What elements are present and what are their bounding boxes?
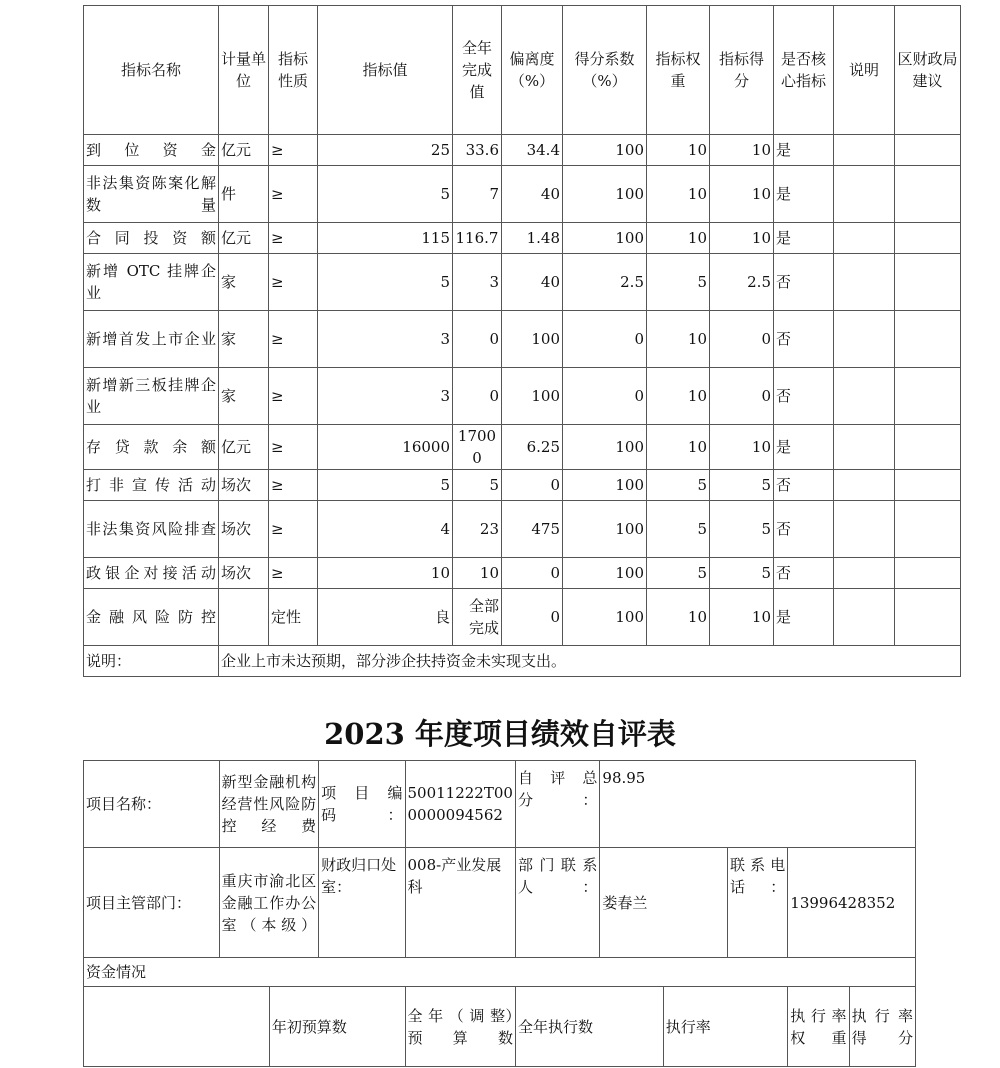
cell-note — [834, 311, 895, 368]
finance-office-label: 财政归口处室： — [319, 848, 405, 958]
cell-name: 合同投资额 — [84, 223, 219, 254]
header-note: 说明 — [834, 6, 895, 135]
cell-advice — [895, 135, 961, 166]
project-code-value: 50011222T000000094562 — [405, 761, 516, 848]
cell-deviation: 0 — [502, 558, 563, 589]
evaluation-table — [83, 760, 916, 1067]
cell-deviation: 40 — [502, 166, 563, 223]
cell-target: 4 — [318, 501, 453, 558]
project-name-row — [84, 761, 916, 848]
cell-advice — [895, 558, 961, 589]
cell-actual: 23 — [453, 501, 502, 558]
funds-header-rate-score: 执 行 率 得分 — [849, 987, 915, 1067]
cell-core: 否 — [774, 311, 834, 368]
cell-coef: 0 — [563, 311, 647, 368]
cell-target: 115 — [318, 223, 453, 254]
cell-core: 否 — [774, 470, 834, 501]
cell-score: 10 — [710, 135, 774, 166]
cell-unit: 家 — [219, 254, 269, 311]
cell-core: 否 — [774, 501, 834, 558]
cell-note — [834, 470, 895, 501]
cell-score: 5 — [710, 501, 774, 558]
cell-score: 10 — [710, 166, 774, 223]
cell-deviation: 0 — [502, 589, 563, 646]
cell-coef: 100 — [563, 425, 647, 470]
cell-weight: 5 — [647, 501, 710, 558]
cell-score: 5 — [710, 470, 774, 501]
cell-nature: ≥ — [269, 368, 318, 425]
header-actual: 全年完成值 — [453, 6, 502, 135]
cell-unit: 家 — [219, 368, 269, 425]
cell-nature: ≥ — [269, 254, 318, 311]
header-weight: 指标权重 — [647, 6, 710, 135]
cell-core: 否 — [774, 558, 834, 589]
cell-unit: 亿元 — [219, 223, 269, 254]
cell-weight: 10 — [647, 166, 710, 223]
cell-advice — [895, 368, 961, 425]
cell-note — [834, 501, 895, 558]
cell-note — [834, 223, 895, 254]
self-score-value: 98.95 — [600, 761, 916, 848]
cell-unit: 场次 — [219, 558, 269, 589]
cell-name: 新增首发上市企业 — [84, 311, 219, 368]
cell-nature: ≥ — [269, 470, 318, 501]
cell-coef: 2.5 — [563, 254, 647, 311]
header-deviation: 偏离度（%） — [502, 6, 563, 135]
cell-advice — [895, 254, 961, 311]
cell-target: 25 — [318, 135, 453, 166]
finance-office-value: 008-产业发展科 — [405, 848, 516, 958]
cell-core: 是 — [774, 135, 834, 166]
funds-header-initial: 年初预算数 — [269, 987, 405, 1067]
header-core: 是否核心指标 — [774, 6, 834, 135]
cell-name: 存贷款余额 — [84, 425, 219, 470]
cell-note — [834, 368, 895, 425]
cell-coef: 100 — [563, 223, 647, 254]
cell-name: 新增新三板挂牌企业 — [84, 368, 219, 425]
cell-nature: ≥ — [269, 223, 318, 254]
cell-target: 良 — [318, 589, 453, 646]
cell-nature: ≥ — [269, 558, 318, 589]
cell-note — [834, 166, 895, 223]
cell-advice — [895, 501, 961, 558]
cell-target: 5 — [318, 166, 453, 223]
cell-advice — [895, 470, 961, 501]
cell-weight: 5 — [647, 254, 710, 311]
cell-target: 10 — [318, 558, 453, 589]
cell-nature: ≥ — [269, 135, 318, 166]
cell-actual: 10 — [453, 558, 502, 589]
table-row — [84, 311, 961, 368]
funds-header-row — [84, 987, 916, 1067]
cell-score: 10 — [710, 425, 774, 470]
cell-deviation: 475 — [502, 501, 563, 558]
table-row — [84, 589, 961, 646]
cell-advice — [895, 166, 961, 223]
dept-value: 重庆市渝北区金融工作办公室（本级） — [219, 848, 318, 958]
cell-note — [834, 589, 895, 646]
cell-actual: 3 — [453, 254, 502, 311]
table-row — [84, 470, 961, 501]
cell-coef: 100 — [563, 135, 647, 166]
indicator-table — [83, 5, 961, 677]
cell-weight: 10 — [647, 425, 710, 470]
cell-actual: 7 — [453, 166, 502, 223]
header-nature: 指标性质 — [269, 6, 318, 135]
funds-header-rate-weight: 执行率权重 — [788, 987, 849, 1067]
funds-blank-cell — [84, 987, 270, 1067]
cell-score: 5 — [710, 558, 774, 589]
cell-advice — [895, 223, 961, 254]
dept-label: 项目主管部门： — [84, 848, 220, 958]
cell-deviation: 100 — [502, 368, 563, 425]
cell-unit: 件 — [219, 166, 269, 223]
cell-actual: 5 — [453, 470, 502, 501]
cell-deviation: 40 — [502, 254, 563, 311]
cell-coef: 100 — [563, 166, 647, 223]
cell-unit: 场次 — [219, 470, 269, 501]
cell-name: 打非宣传活动 — [84, 470, 219, 501]
cell-weight: 5 — [647, 470, 710, 501]
funds-header-rate: 执行率 — [663, 987, 788, 1067]
explanation-label: 说明： — [84, 646, 219, 677]
cell-coef: 100 — [563, 501, 647, 558]
cell-target: 16000 — [318, 425, 453, 470]
cell-weight: 10 — [647, 589, 710, 646]
table-row — [84, 254, 961, 311]
explanation-text: 企业上市未达预期，部分涉企扶持资金未实现支出。 — [219, 646, 961, 677]
cell-nature: ≥ — [269, 425, 318, 470]
cell-name: 新增 OTC 挂牌企业 — [84, 254, 219, 311]
cell-unit: 亿元 — [219, 135, 269, 166]
funds-label: 资金情况 — [84, 958, 916, 987]
header-coef: 得分系数（%） — [563, 6, 647, 135]
contact-label: 部门联系人： — [516, 848, 600, 958]
self-score-label: 自 评 总 分： — [516, 761, 600, 848]
cell-score: 0 — [710, 311, 774, 368]
phone-value: 13996428352 — [788, 848, 916, 958]
cell-nature: ≥ — [269, 501, 318, 558]
cell-core: 是 — [774, 589, 834, 646]
cell-weight: 10 — [647, 223, 710, 254]
cell-name: 非法集资风险排查 — [84, 501, 219, 558]
cell-note — [834, 135, 895, 166]
cell-target: 5 — [318, 254, 453, 311]
cell-unit — [219, 589, 269, 646]
cell-advice — [895, 589, 961, 646]
table-row — [84, 223, 961, 254]
table-row — [84, 501, 961, 558]
cell-deviation: 34.4 — [502, 135, 563, 166]
table-row — [84, 135, 961, 166]
table-row — [84, 368, 961, 425]
cell-unit: 家 — [219, 311, 269, 368]
cell-actual: 116.7 — [453, 223, 502, 254]
funds-header-executed: 全年执行数 — [516, 987, 664, 1067]
header-unit: 计量单位 — [219, 6, 269, 135]
indicator-rows — [84, 135, 961, 646]
cell-target: 5 — [318, 470, 453, 501]
cell-coef: 100 — [563, 589, 647, 646]
header-score: 指标得分 — [710, 6, 774, 135]
cell-note — [834, 558, 895, 589]
cell-weight: 5 — [647, 558, 710, 589]
contact-value: 娄春兰 — [600, 848, 728, 958]
cell-name: 非法集资陈案化解数量 — [84, 166, 219, 223]
funds-header-adjusted: 全 年 （ 调 整）预算数 — [405, 987, 516, 1067]
cell-score: 10 — [710, 589, 774, 646]
cell-coef: 100 — [563, 470, 647, 501]
cell-weight: 10 — [647, 368, 710, 425]
cell-core: 否 — [774, 254, 834, 311]
cell-actual: 17000 — [453, 425, 502, 470]
cell-weight: 10 — [647, 311, 710, 368]
header-target: 指标值 — [318, 6, 453, 135]
cell-target: 3 — [318, 368, 453, 425]
cell-coef: 100 — [563, 558, 647, 589]
department-row — [84, 848, 916, 958]
table-row — [84, 425, 961, 470]
header-advice: 区财政局建议 — [895, 6, 961, 135]
cell-nature: ≥ — [269, 166, 318, 223]
cell-nature: ≥ — [269, 311, 318, 368]
cell-actual: 全部完成 — [453, 589, 502, 646]
cell-core: 是 — [774, 166, 834, 223]
funds-label-row — [84, 958, 916, 987]
cell-weight: 10 — [647, 135, 710, 166]
cell-unit: 亿元 — [219, 425, 269, 470]
cell-deviation: 100 — [502, 311, 563, 368]
cell-unit: 场次 — [219, 501, 269, 558]
table-row — [84, 558, 961, 589]
project-code-label: 项 目 编 码： — [319, 761, 405, 848]
cell-actual: 0 — [453, 368, 502, 425]
cell-name: 到位资金 — [84, 135, 219, 166]
cell-name: 金融风险防控 — [84, 589, 219, 646]
cell-advice — [895, 425, 961, 470]
header-row — [84, 6, 961, 135]
cell-score: 2.5 — [710, 254, 774, 311]
cell-core: 否 — [774, 368, 834, 425]
cell-score: 10 — [710, 223, 774, 254]
cell-deviation: 6.25 — [502, 425, 563, 470]
cell-target: 3 — [318, 311, 453, 368]
cell-core: 是 — [774, 425, 834, 470]
phone-label: 联系电话： — [728, 848, 788, 958]
cell-nature: 定性 — [269, 589, 318, 646]
cell-note — [834, 254, 895, 311]
project-name-value: 新型金融机构经营性风险防控经费 — [219, 761, 318, 848]
cell-advice — [895, 311, 961, 368]
project-name-label: 项目名称： — [84, 761, 220, 848]
cell-core: 是 — [774, 223, 834, 254]
cell-note — [834, 425, 895, 470]
cell-name: 政银企对接活动 — [84, 558, 219, 589]
cell-deviation: 1.48 — [502, 223, 563, 254]
explanation-row — [84, 646, 961, 677]
header-name: 指标名称 — [84, 6, 219, 135]
table-row — [84, 166, 961, 223]
cell-coef: 0 — [563, 368, 647, 425]
cell-actual: 33.6 — [453, 135, 502, 166]
cell-deviation: 0 — [502, 470, 563, 501]
cell-score: 0 — [710, 368, 774, 425]
cell-actual: 0 — [453, 311, 502, 368]
page-title: 2023 年度项目绩效自评表 — [324, 717, 676, 751]
